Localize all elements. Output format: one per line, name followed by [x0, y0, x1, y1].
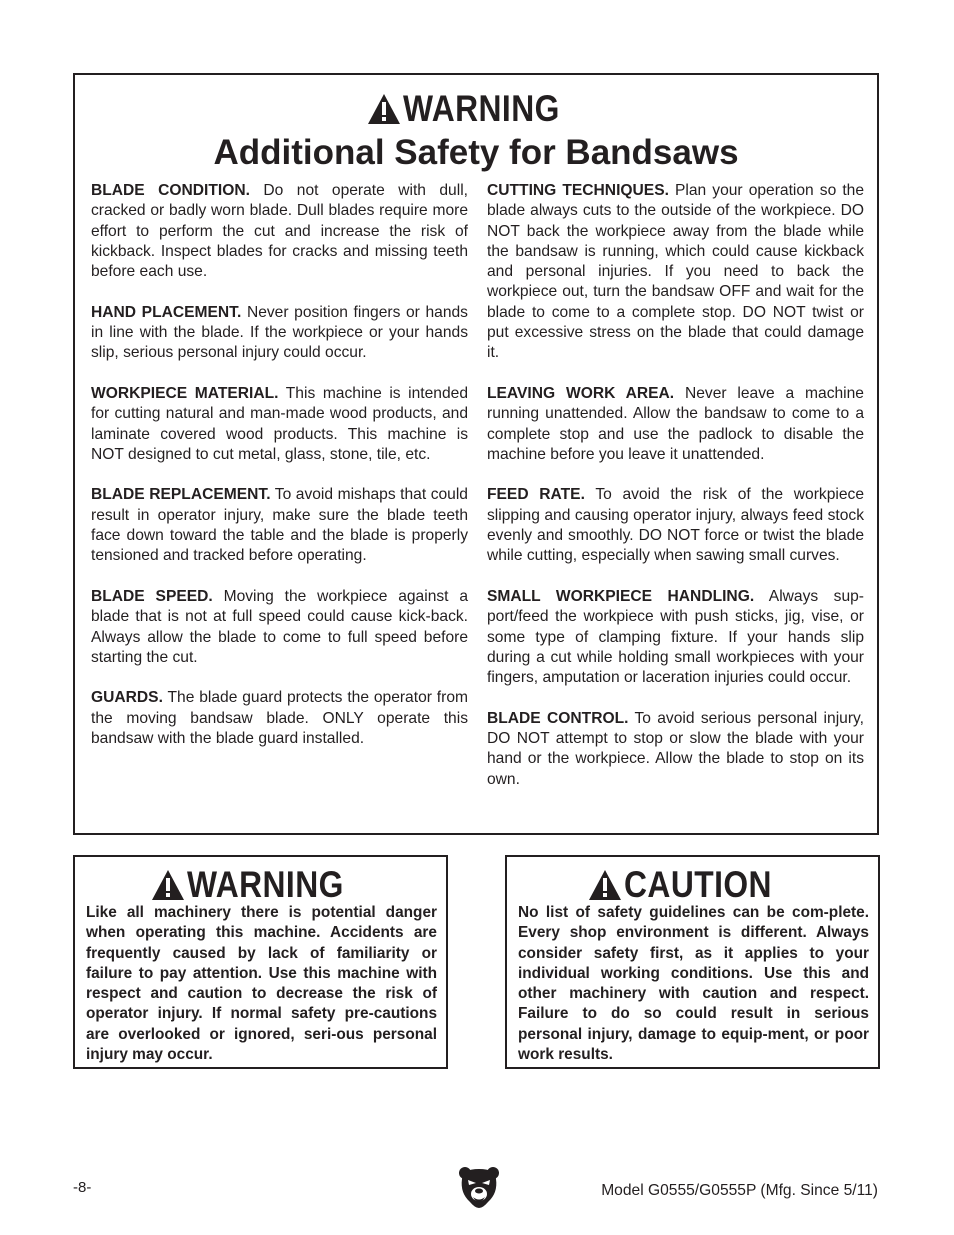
safety-item-heading: BLADE CONDITION. — [91, 182, 250, 199]
warning-triangle-icon — [151, 869, 185, 901]
safety-item-heading: BLADE SPEED. — [91, 587, 213, 605]
warning-signal-word: WARNING — [187, 864, 345, 905]
safety-item-text: This machine is intended for cutting natural and man-made wood products, and laminate covered wood products. This machine is NOT designed to cut metal, glass, stone, tile, etc. — [91, 384, 468, 463]
caution-header — [507, 865, 878, 905]
safety-item — [91, 587, 468, 668]
main-warning-header — [75, 89, 877, 129]
safety-item — [91, 688, 468, 749]
safety-item-text: Plan your operation so the blade always cuts to the outside of the workpiece. DO NOT back the workpiece away from the blade while the bandsaw is running, which could cause kickback and personal injuries. If you need to back the workpiece out, turn the bandsaw OFF and wait for the blade to come to a complete stop. DO NOT twist or put excessive stress on the blade that could damage it. — [487, 182, 864, 362]
warning-triangle-icon — [367, 93, 401, 125]
caution-signal-word: CAUTION — [624, 864, 773, 905]
safety-item-heading: FEED RATE. — [487, 486, 585, 504]
safety-item-heading: CUTTING TECHNIQUES. — [487, 182, 669, 199]
safety-item — [91, 181, 468, 282]
safety-item-heading: BLADE REPLACEMENT. — [91, 486, 271, 504]
safety-item — [487, 181, 864, 364]
general-warning-text: Like all machinery there is potential danger when operating this machine. Accidents are frequently caused by lack of familiarity or failure to pay attention. Use this machine with respect and caution to decrease the risk of operator injury. If normal safety pre-cautions are overlooked or ignored, seri-ous personal injury may occur. — [86, 904, 437, 1064]
safety-item — [487, 709, 864, 790]
safety-item-heading: HAND PLACEMENT. — [91, 303, 242, 321]
safety-item — [487, 587, 864, 688]
page-title: Additional Safety for Bandsaws — [213, 133, 739, 172]
model-number: Model G0555/G0555P (Mfg. Since 5/11) — [601, 1182, 878, 1199]
safety-item — [91, 485, 468, 566]
safety-item-text: To avoid the risk of the workpiece slipping and causing operator injury, always feed stock evenly and smoothly. DO NOT force or twist the blade while cutting, especially when sawing small curves. — [487, 486, 864, 565]
safety-item-heading: WORKPIECE MATERIAL. — [91, 384, 279, 402]
safety-item-text: Never position fingers or hands in line with the blade. If the workpiece or your hands slip, serious personal injury could occur. — [91, 303, 468, 362]
safety-item-heading: BLADE CONTROL. — [487, 709, 629, 727]
general-warning-header — [75, 865, 446, 905]
bear-head-icon — [458, 1165, 500, 1209]
safety-item-text: Always sup-port/feed the workpiece with push sticks, jig, vise, or some type of clamping fixture. If your hands slip during a cut while holding small workpieces with your fingers, amputation or laceration injuries could occur. — [487, 587, 864, 687]
safety-item-heading: GUARDS. — [91, 689, 163, 707]
safety-item-text: To avoid serious personal injury, DO NOT attempt to stop or slow the blade with your hand or the workpiece. Allow the blade to stop on its own. — [487, 709, 864, 788]
safety-item-heading: LEAVING WORK AREA. — [487, 384, 675, 402]
safety-item — [91, 384, 468, 465]
right-column — [487, 181, 864, 810]
warning-signal-word: WARNING — [402, 88, 560, 129]
left-column — [91, 181, 468, 770]
safety-item-text: Never leave a machine running unattended. Allow the bandsaw to come to a complete stop and use the padlock to disable the machine before you leave it unattended. — [487, 384, 864, 463]
general-warning-box — [73, 855, 448, 1069]
safety-item-text: Do not operate with dull, cracked or badly worn blade. Dull blades require more effort to perform the cut and increase the risk of kickback. Inspect blades for cracks and missing teeth before each use. — [91, 182, 468, 281]
safety-item — [487, 384, 864, 465]
main-warning-box — [73, 73, 879, 835]
safety-item — [91, 303, 468, 364]
safety-item-text: Moving the workpiece against a blade that is not at full speed could cause kick-back. Always allow the blade to come to full speed before starting the cut. — [91, 587, 468, 666]
safety-item-text: The blade guard protects the operator from the moving bandsaw blade. ONLY operate this bandsaw with the blade guard installed. — [91, 689, 468, 748]
safety-item-text: To avoid mishaps that could result in operator injury, make sure the blade teeth face down toward the table and the blade is properly tensioned and tracked before operating. — [91, 486, 468, 565]
safety-item-heading: SMALL WORKPIECE HANDLING. — [487, 587, 755, 605]
caution-text: No list of safety guidelines can be com-plete. Every shop environment is different. Always consider safety first, as it applies to your individual working conditions. Use this and other machinery with caution and respect. Failure to do so could result in serious personal injury, damage to equip-ment, or poor work results. — [518, 904, 869, 1064]
caution-triangle-icon — [588, 869, 622, 901]
safety-item — [487, 485, 864, 566]
caution-box — [505, 855, 880, 1069]
page-number: -8- — [73, 1179, 92, 1196]
